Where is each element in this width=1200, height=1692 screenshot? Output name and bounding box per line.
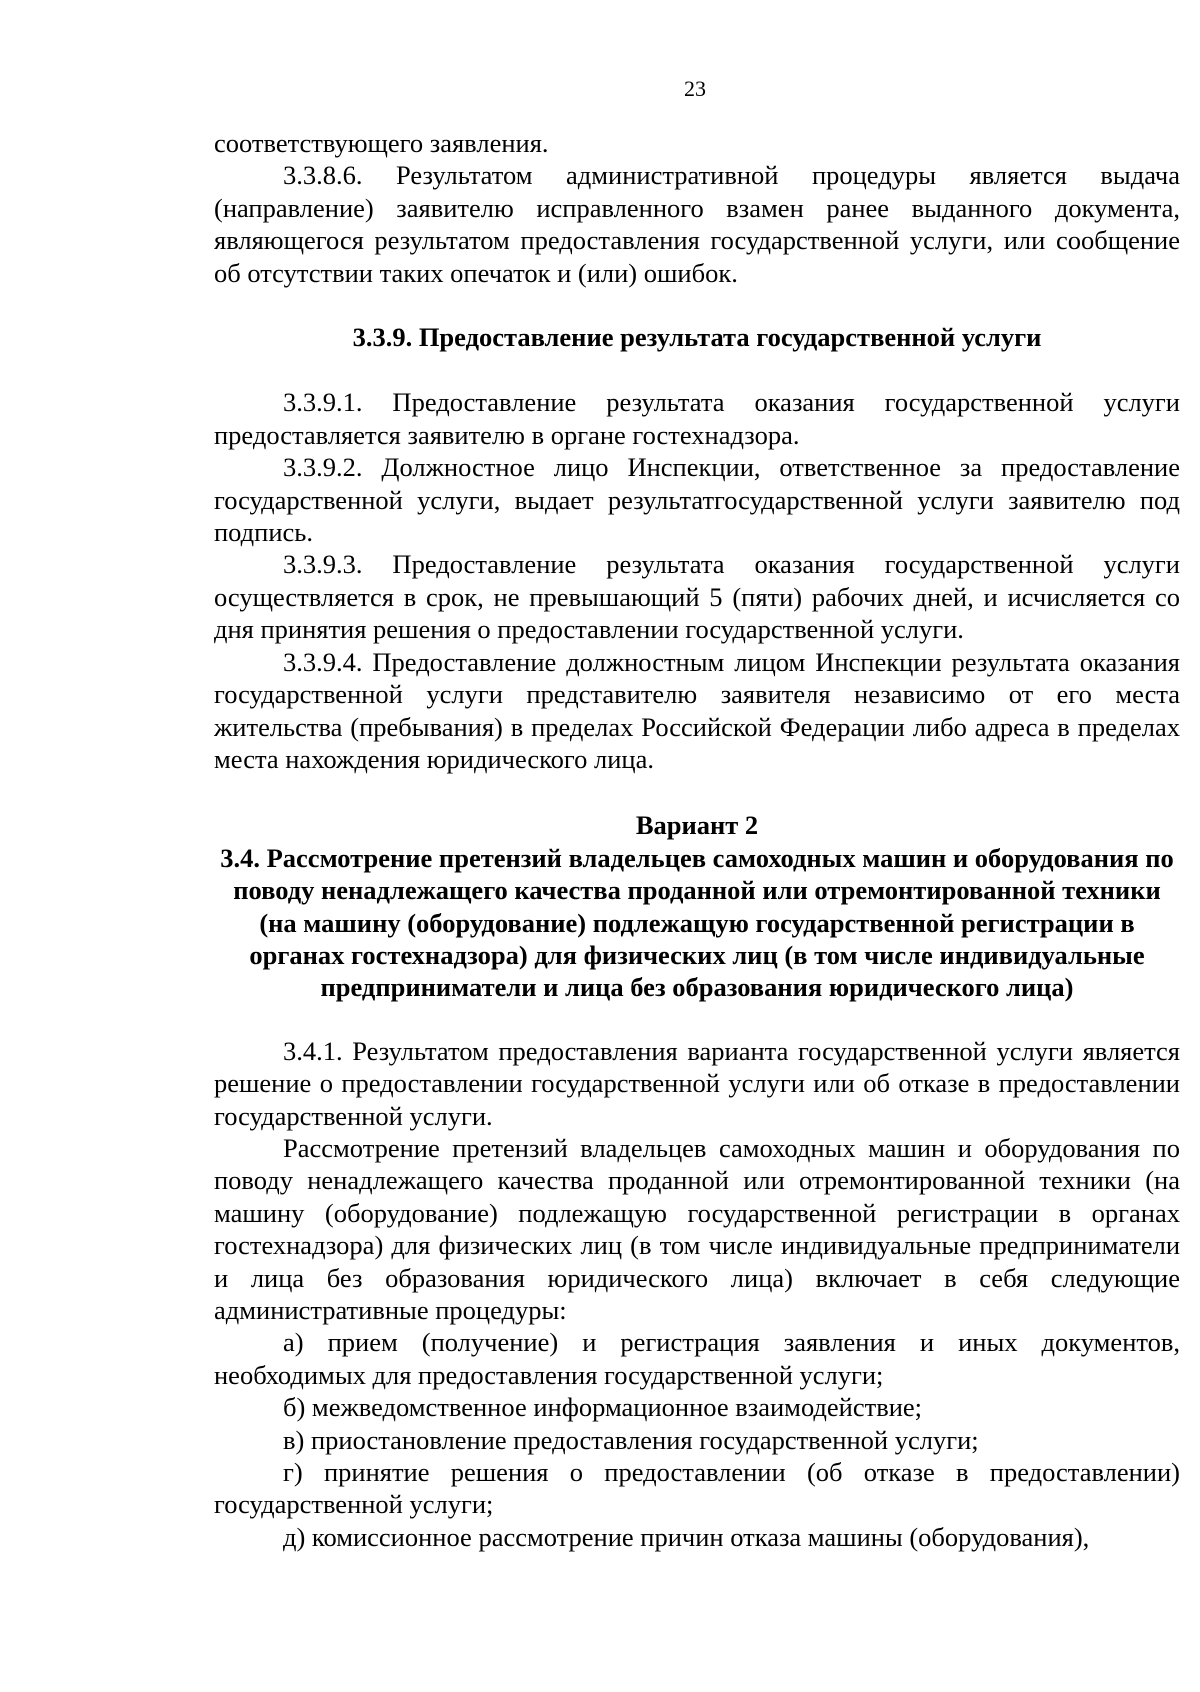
paragraph: Рассмотрение претензий владельцев самоходных машин и оборудования по поводу ненадлежащего качества проданной или отремонтированной техники (на машину (оборудование) подлежащую государственной регистрации в органах гостехнадзора) для физических лиц (в том числе индивидуальные предприниматели и лица без образования юридического лица) включает в себя следующие административные процедуры: bbox=[214, 1132, 1180, 1325]
paragraph: 3.3.9.4. Предоставление должностным лицом Инспекции результата оказания государственной услуги представителю заявителя независимо от его места жительства (пребывания) в пределах Российской Федерации либо адреса в пределах места нахождения юридического лица. bbox=[214, 646, 1180, 774]
variant-title: Вариант 2 bbox=[635, 810, 759, 841]
list-item: д) комиссионное рассмотрение причин отказа машины (оборудования), bbox=[283, 1521, 1090, 1552]
list-item: а) прием (получение) и регистрация заявления и иных документов, необходимых для предоставления государственной услуги; bbox=[214, 1327, 1180, 1390]
list-item: г) принятие решения о предоставлении (об отказе в предоставлении) государственной услуги; bbox=[214, 1457, 1180, 1520]
paragraph: 3.4.1. Результатом предоставления варианта государственной услуги является решение о предоставлении государственной услуги или об отказе в предоставлении государственной услуги. bbox=[214, 1035, 1180, 1131]
list-item: в) приостановление предоставления государственной услуги; bbox=[283, 1424, 979, 1455]
variant-heading bbox=[214, 809, 1180, 1003]
paragraph: соответствующего заявления. bbox=[214, 128, 549, 158]
page-number: 23 bbox=[684, 76, 706, 101]
paragraph: 3.3.9.2. Должностное лицо Инспекции, ответственное за предоставление государственной услуги, выдает результатгосударственной услуги заявителю под подпись. bbox=[214, 452, 1180, 548]
paragraph: 3.3.9.3. Предоставление результата оказания государственной услуги осуществляется в срок, не превышающий 5 (пяти) рабочих дней, и исчисляется со дня принятия решения о предоставлении государственной услуги. bbox=[214, 549, 1180, 645]
list-item: б) межведомственное информационное взаимодействие; bbox=[283, 1392, 923, 1423]
section-heading-3-4: 3.4. Рассмотрение претензий владельцев самоходных машин и оборудования по поводу ненадлежащего качества проданной или отремонтированной техники (на машину (оборудование) подлежащую государственной регистрации в органах гостехнадзора) для физических лиц (в том числе индивидуальные предприниматели и лица без образования юридического лица) bbox=[220, 842, 1174, 1003]
section-heading-3-3-9: 3.3.9. Предоставление результата государственной услуги bbox=[352, 322, 1042, 353]
paragraph: 3.3.8.6. Результатом административной процедуры является выдача (направление) заявителю исправленного взамен ранее выданного документа, являющегося результатом предоставления государственной услуги, или сообщение об отсутствии таких опечаток и (или) ошибок. bbox=[214, 160, 1180, 288]
paragraph: 3.3.9.1. Предоставление результата оказания государственной услуги предоставляется заявителю в органе гостехнадзора. bbox=[214, 387, 1180, 450]
document-body bbox=[214, 127, 1180, 1553]
